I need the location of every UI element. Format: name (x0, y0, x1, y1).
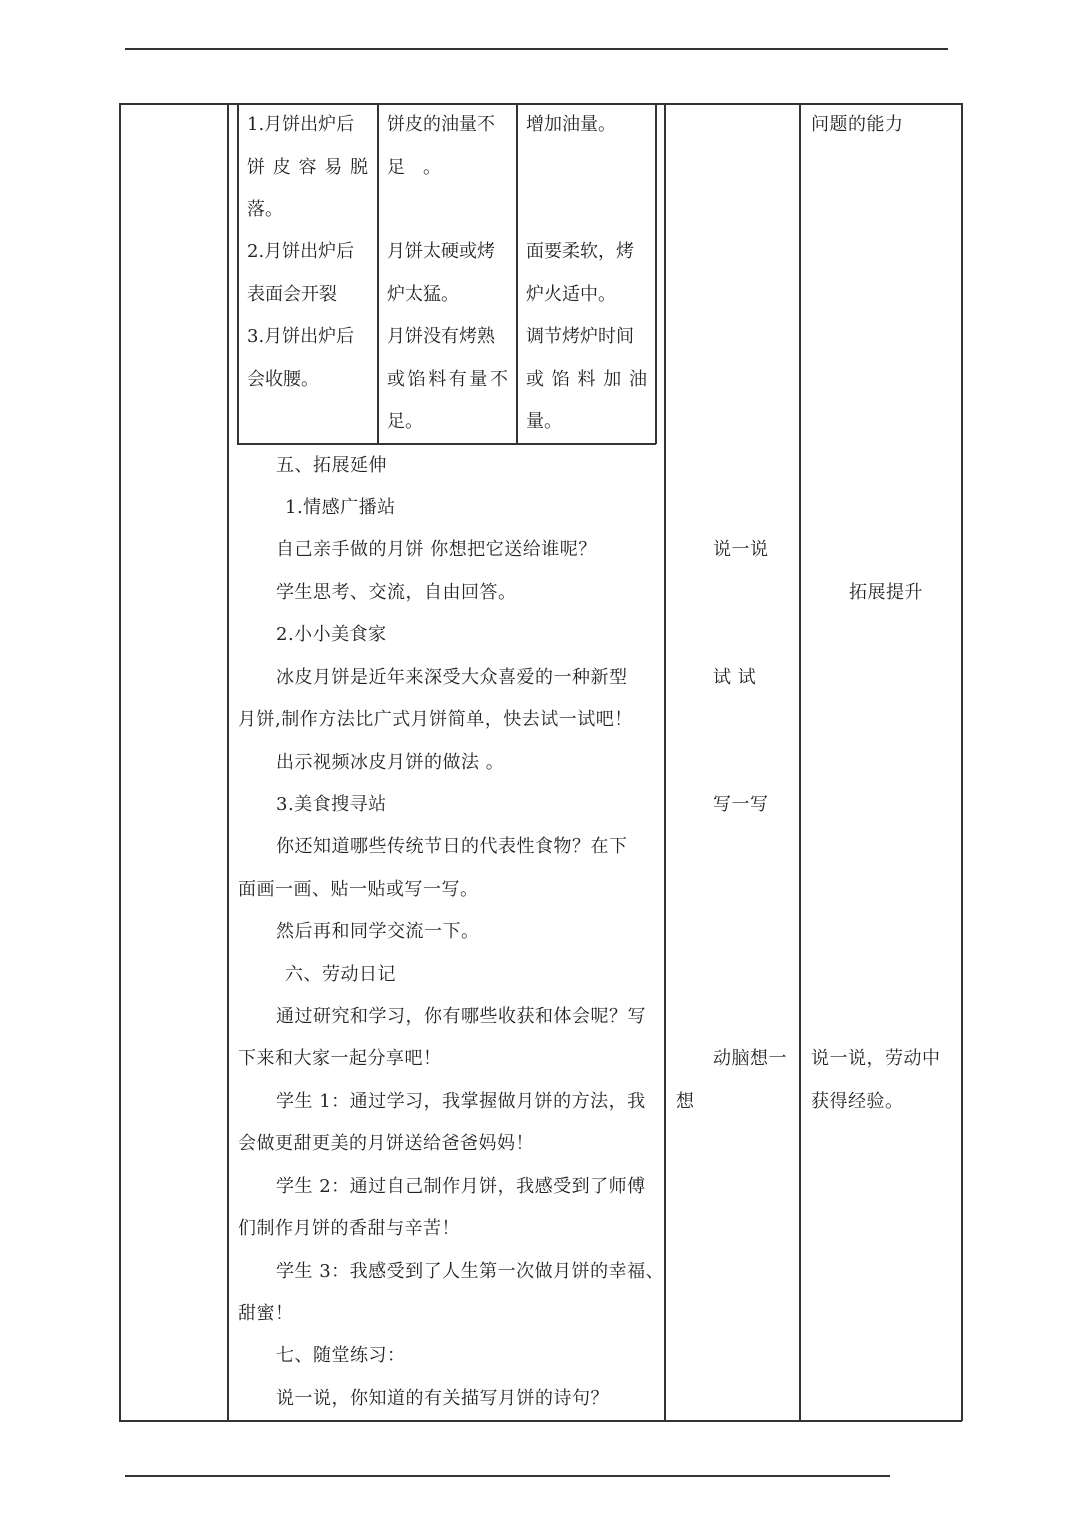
cause-text: 炉太猛。 (387, 283, 459, 305)
solution-text: 炉火适中。 (526, 283, 616, 305)
cause-text: 月饼没有烤熟 (387, 326, 495, 347)
cause-text: 饼皮的油量不 (387, 114, 495, 135)
table-row (247, 231, 368, 316)
paragraph-line: 学生 2：通过自己制作月饼，我感受到了师傅 (276, 1176, 646, 1197)
paragraph-line: 甜蜜！ (238, 1303, 294, 1324)
paragraph-line: 月饼,制作方法比广式月饼简单，快去试一试吧！ (238, 709, 633, 730)
subsection-heading: 2.小小美食家 (276, 624, 387, 645)
solution-text: 面要柔软，烤 (526, 241, 634, 262)
paragraph-line: 说一说，你知道的有关描写月饼的诗句？ (276, 1388, 609, 1409)
problem-text: 落。 (247, 199, 283, 220)
subsection-heading: 3.美食搜寻站 (276, 794, 387, 815)
intent-text: 说一说，劳动中 (811, 1048, 941, 1069)
paragraph-line: 通过研究和学习，你有哪些收获和体会呢？写 (276, 1006, 646, 1027)
activity-write: 写一写 (713, 794, 769, 815)
intent-text: 问题的能力 (811, 114, 904, 135)
intent-text: 拓展提升 (849, 582, 923, 603)
table-row (387, 231, 508, 316)
solution-text: 或 馅 料 加 油 (526, 368, 647, 390)
activity-try: 试 试 (713, 667, 757, 688)
table-row (526, 316, 647, 444)
cause-text: 足 。 (387, 156, 441, 178)
paragraph-line: 然后再和同学交流一下。 (276, 921, 480, 942)
section-heading: 五、拓展延伸 (276, 455, 387, 476)
solution-text: 量。 (526, 411, 562, 432)
activity-think: 想 (676, 1091, 695, 1112)
activity-think: 动脑想一 (713, 1048, 787, 1069)
activity-talk: 说一说 (713, 539, 769, 560)
paragraph-line: 学生思考、交流，自由回答。 (276, 582, 517, 603)
table-row (387, 316, 508, 444)
solution-text: 调节烤炉时间 (526, 326, 634, 347)
paragraph-line: 们制作月饼的香甜与辛苦！ (238, 1218, 460, 1239)
cause-text: 月饼太硬或烤 (387, 241, 495, 262)
paragraph-line: 下来和大家一起分享吧！ (238, 1048, 442, 1069)
section-heading: 六、劳动日记 (285, 964, 396, 985)
subsection-heading: 1.情感广播站 (285, 497, 396, 518)
footer-rule (125, 1475, 890, 1477)
intent-text: 获得经验。 (811, 1091, 904, 1112)
paragraph-line: 面画一画、贴一贴或写一写。 (238, 879, 479, 900)
table-row (526, 104, 647, 147)
table-row (387, 104, 508, 189)
table-row (247, 316, 368, 401)
paragraph-line: 冰皮月饼是近年来深受大众喜爱的一种新型 (276, 667, 628, 688)
table-row (247, 104, 368, 232)
cause-text: 足。 (387, 411, 423, 432)
paragraph-line: 会做更甜更美的月饼送给爸爸妈妈！ (238, 1133, 534, 1154)
paragraph-line: 你还知道哪些传统节日的代表性食物？在下 (276, 836, 628, 857)
problem-text: 3.月饼出炉后 (247, 326, 355, 347)
paragraph-line: 出示视频冰皮月饼的做法 。 (276, 752, 505, 773)
problem-text: 1.月饼出炉后 (247, 114, 355, 135)
solution-text: 增加油量。 (526, 114, 616, 135)
problem-text: 会收腰。 (247, 368, 319, 390)
problem-text: 饼 皮 容 易 脱 (247, 156, 368, 178)
table-row (526, 231, 647, 316)
paragraph-line: 学生 3：我感受到了人生第一次做月饼的幸福、 (276, 1261, 665, 1282)
cause-text: 或 馅 料 有 量 不 (387, 368, 508, 390)
header-rule (125, 48, 948, 50)
paragraph-line: 自己亲手做的月饼 你想把它送给谁呢？ (276, 539, 597, 560)
paragraph-line: 学生 1：通过学习，我掌握做月饼的方法，我 (276, 1091, 646, 1112)
problem-text: 2.月饼出炉后 (247, 241, 355, 262)
problem-text: 表面会开裂 (247, 283, 337, 305)
section-heading: 七、随堂练习： (276, 1345, 406, 1366)
